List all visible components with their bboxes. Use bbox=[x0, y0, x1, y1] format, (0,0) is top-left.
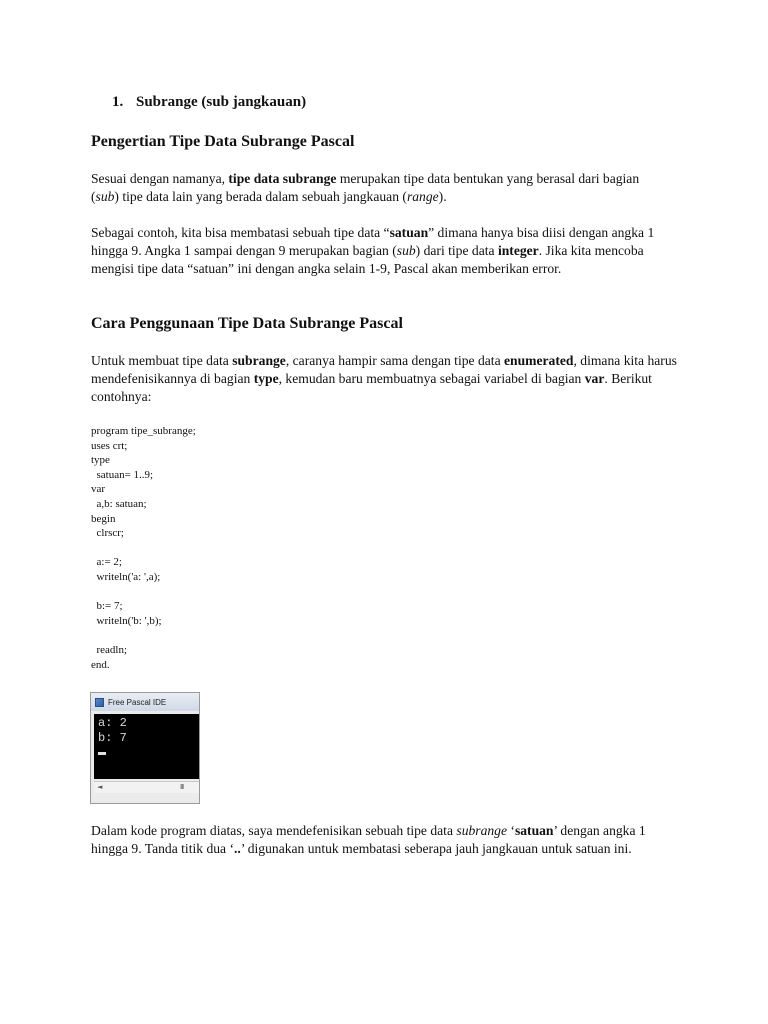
section-title: Subrange (sub jangkauan) bbox=[136, 94, 307, 110]
code-listing: program tipe_subrange; uses crt; type satuan= 1..9; var a,b: satuan; begin clrscr; a:= 2; writeln('a: ',a); b:= 7; writeln('b: ',b); readln; end. bbox=[91, 425, 196, 671]
bold-run: var bbox=[584, 371, 605, 386]
bold-run: subrange bbox=[232, 353, 286, 368]
bold-run: integer bbox=[497, 243, 539, 258]
bold-run: tipe data subrange bbox=[228, 171, 337, 186]
text-run: , dimana kita harus mendefenisikannya di bagian bbox=[91, 353, 677, 386]
text-run: . Berikut contohnya: bbox=[91, 371, 652, 404]
text-run: Untuk membuat tipe data bbox=[91, 353, 233, 368]
text-run: ” dimana hanya bisa diisi dengan angka 1 hingga 9. Angka 1 sampai dengan 9 merupakan bagian ( bbox=[91, 225, 655, 258]
text-run: Sesuai dengan namanya, bbox=[91, 171, 229, 186]
scroll-thumb-icon: III bbox=[180, 783, 184, 791]
paragraph-explanation bbox=[91, 822, 681, 858]
paragraph-definition bbox=[91, 170, 666, 206]
text-run: ‘ bbox=[507, 823, 515, 838]
paragraph-example bbox=[91, 224, 681, 278]
ide-console-output bbox=[94, 714, 200, 779]
free-pascal-logo-icon bbox=[95, 698, 104, 707]
paragraph-usage bbox=[91, 352, 696, 406]
section-number: 1. bbox=[112, 94, 124, 110]
text-run: ) dari tipe data bbox=[415, 243, 498, 258]
bold-run: enumerated bbox=[504, 353, 574, 368]
bold-run: .. bbox=[234, 841, 241, 856]
italic-run: subrange bbox=[456, 823, 508, 838]
ide-screenshot bbox=[90, 692, 200, 804]
scroll-left-icon: ◄ bbox=[97, 783, 103, 791]
heading-cara: Cara Penggunaan Tipe Data Subrange Pascal bbox=[91, 315, 403, 332]
section-heading bbox=[112, 94, 306, 111]
text-run: ). bbox=[438, 189, 447, 204]
bold-run: satuan bbox=[389, 225, 429, 240]
ide-title-bar bbox=[91, 693, 199, 711]
text-run: ’ dengan angka 1 hingga 9. Tanda titik dua ‘ bbox=[91, 823, 646, 856]
bold-run: satuan bbox=[514, 823, 554, 838]
cursor-icon bbox=[98, 752, 106, 755]
text-run: ) tipe data lain yang berada dalam sebuah jangkauan ( bbox=[114, 189, 407, 204]
text-run: Sebagai contoh, kita bisa membatasi sebuah tipe data “ bbox=[91, 225, 390, 240]
ide-horizontal-scrollbar bbox=[94, 781, 200, 793]
text-run: , kemudan baru membuatnya sebagai variabel di bagian bbox=[278, 371, 585, 386]
text-run: , caranya hampir sama dengan tipe data bbox=[285, 353, 505, 368]
console-line: a: 2 bbox=[98, 716, 127, 730]
text-run: ’ digunakan untuk membatasi seberapa jauh jangkauan untuk satuan ini. bbox=[240, 841, 632, 856]
ide-title: Free Pascal IDE bbox=[108, 697, 167, 707]
text-run: merupakan tipe data bentukan yang berasal dari bagian ( bbox=[91, 171, 640, 204]
italic-run: range bbox=[406, 189, 439, 204]
heading-pengertian: Pengertian Tipe Data Subrange Pascal bbox=[91, 133, 355, 150]
bold-run: type bbox=[253, 371, 279, 386]
italic-run: sub bbox=[396, 243, 416, 258]
text-run: . Jika kita mencoba mengisi tipe data “satuan” ini dengan angka selain 1-9, Pascal akan memberikan error. bbox=[91, 243, 644, 276]
text-run: Dalam kode program diatas, saya mendefenisikan sebuah tipe data bbox=[91, 823, 457, 838]
italic-run: sub bbox=[95, 189, 115, 204]
console-line: b: 7 bbox=[98, 731, 127, 745]
